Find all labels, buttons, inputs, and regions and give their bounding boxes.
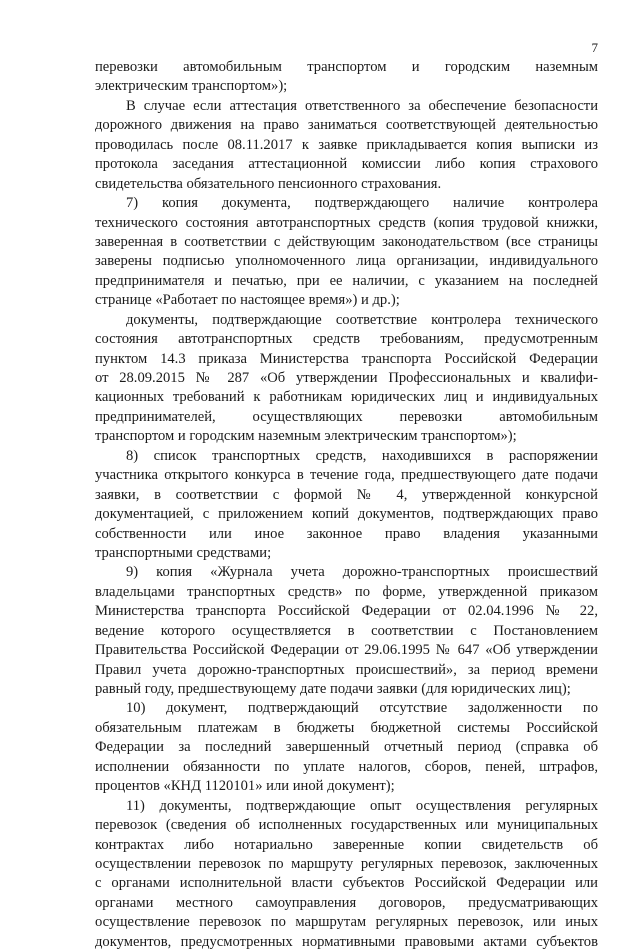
page-number: 7	[591, 40, 598, 55]
text-line: от 28.09.2015 № 287 «Об утверждении Профессиональных и квалифи-	[95, 370, 598, 386]
text-line: процентов «КНД 1120101» или иной документ);	[95, 778, 395, 795]
text-line: транспортом и городским наземным электрическим транспортом»);	[95, 428, 517, 445]
text-line: В случае если аттестация ответственного за обеспечение безопасности	[126, 97, 598, 114]
text-line: кационных требований к работникам юридических лиц и индивидуальных	[95, 389, 598, 406]
text-line: предпринимателя и печатью, при ее наличии, с указанием на последней	[95, 272, 598, 289]
text-line: Министерства транспорта Российской Федерации от 02.04.1996 № 22,	[95, 603, 598, 620]
text-line: свидетельства обязательного пенсионного страхования.	[95, 175, 442, 192]
text-line: исполнении обязанности по уплате налогов, сборов, пеней, штрафов,	[95, 758, 598, 775]
text-line: заявки, в соответствии с формой № 4, утвержденной конкурсной	[95, 486, 598, 503]
text-line: Федерации за последний завершенный отчетный период (справка об	[95, 739, 598, 756]
text-line: перевозки автомобильным транспортом и городским наземным	[95, 59, 598, 75]
text-line: осуществлении перевозок по маршруту регулярных перевозок, заключенных	[95, 855, 598, 872]
text-line: проводилась после 08.11.2017 к заявке прикладывается копия выписки из	[95, 136, 598, 153]
text-line: органами местного самоуправления договоров, предусматривающих	[95, 894, 598, 911]
text-line: с органами исполнительной власти субъектов Российской Федерации или	[95, 875, 598, 892]
text-line: собственности или иное законное право владения указанными	[95, 525, 598, 542]
text-line: 7) копия документа, подтверждающего наличие контролера	[126, 195, 598, 212]
text-line: пунктом 14.3 приказа Министерства транспорта Российской Федерации	[95, 350, 598, 367]
text-line: 10) документ, подтверждающий отсутствие задолженности по	[126, 700, 598, 717]
text-line: технического состояния автотранспортных средств (копия трудовой книжки,	[95, 214, 598, 231]
text-line: равный году, предшествующему дате подачи заявки (для юридических лиц);	[95, 681, 571, 697]
text-line: Правил учета дорожно-транспортных происшествий», за период времени	[95, 661, 598, 678]
text-line: заверенная в соответствии с действующим законодательством (все страницы	[95, 233, 598, 250]
text-line: транспортными средствами;	[95, 544, 272, 561]
text-line: контрактах либо нотариально заверенные копии свидетельств об	[95, 836, 598, 853]
document-body	[95, 58, 598, 952]
text-line: документов, предусмотренных нормативными правовыми актами субъектов	[95, 933, 598, 950]
text-line: состояния автотранспортных средств требованиям, предусмотренным	[95, 331, 598, 348]
text-line: документацией, с приложением копий документов, подтверждающих право	[95, 506, 598, 523]
text-line: обязательным платежам в бюджеты бюджетной системы Российской	[95, 719, 598, 736]
text-line: странице «Работает по настоящее время») и др.);	[95, 292, 400, 309]
text-line: 8) список транспортных средств, находившихся в распоряжении	[126, 447, 598, 464]
text-line: электрическим транспортом»);	[95, 78, 288, 95]
text-line: осуществление перевозок по маршрутам регулярных перевозок, или иных	[95, 914, 598, 931]
text-line: протокола заседания аттестационной комиссии либо копия страхового	[95, 156, 598, 173]
text-line: ведение которого осуществляется в соответствии с Постановлением	[95, 622, 598, 639]
text-line: участника открытого конкурса в течение года, предшествующего дате подачи	[95, 467, 598, 484]
text-line: документы, подтверждающие соответствие контролера технического	[126, 311, 598, 328]
text-line: перевозок (сведения об исполненных государственных или муниципальных	[95, 817, 598, 834]
text-line: 11) документы, подтверждающие опыт осуществления регулярных	[126, 797, 598, 814]
text-line: 9) копия «Журнала учета дорожно-транспортных происшествий	[126, 564, 598, 581]
text-line: заверены подписью уполномоченного лица организации, индивидуального	[95, 253, 598, 270]
text-line: владельцами транспортных средств» по форме, утвержденной приказом	[95, 583, 598, 600]
text-line: дорожного движения на право заниматься соответствующей деятельностью	[95, 117, 598, 134]
text-line: Правительства Российской Федерации от 29.06.1995 № 647 «Об утверждении	[95, 642, 598, 659]
text-line: предпринимателей, осуществляющих перевозки автомобильным	[95, 408, 598, 425]
